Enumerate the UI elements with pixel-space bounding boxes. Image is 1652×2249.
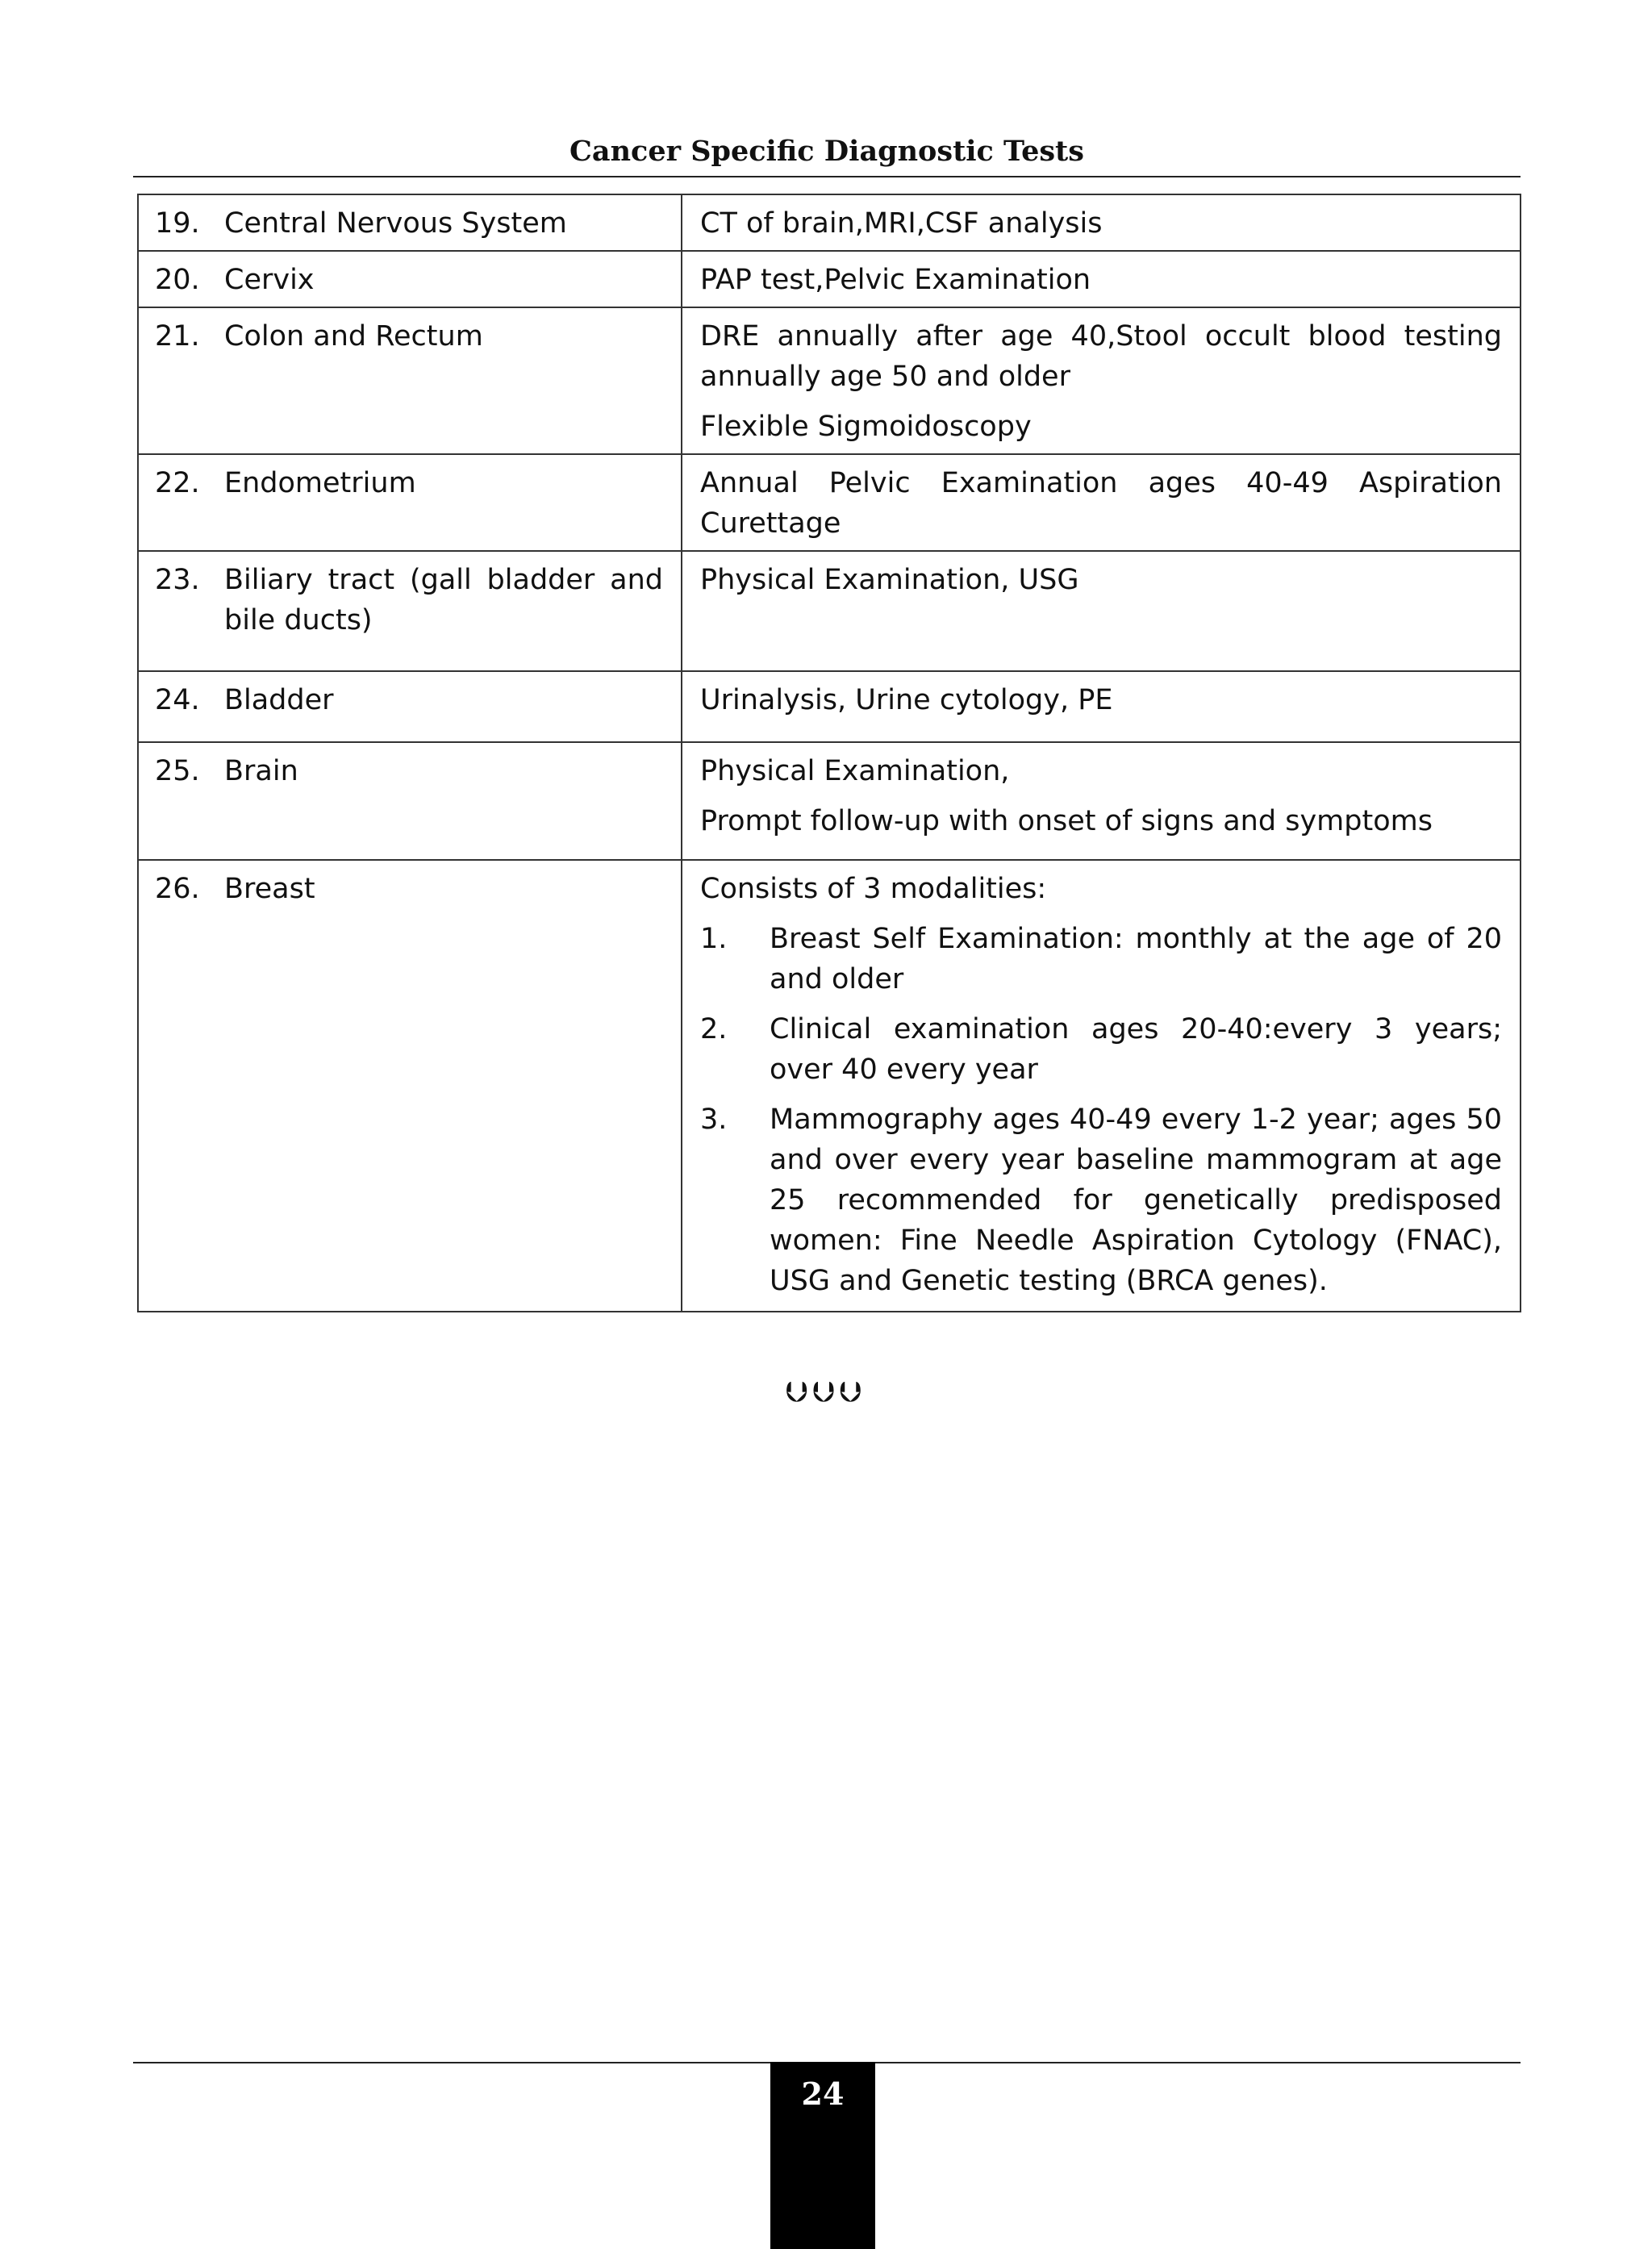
- tests-cell: [682, 860, 1521, 1312]
- site-name: Breast: [224, 873, 315, 905]
- site-name: Brain: [224, 755, 298, 787]
- site-cell: [138, 551, 682, 671]
- test-text: Physical Examination, USG: [700, 564, 1079, 596]
- table-row: [138, 454, 1521, 551]
- site-name: Biliary tract (gall bladder and bile ducts): [224, 564, 663, 636]
- page-header: [133, 136, 1521, 177]
- site-cell: [138, 307, 682, 454]
- row-number: 22.: [155, 467, 200, 499]
- site-name: Central Nervous System: [224, 207, 567, 240]
- site-name: Cervix: [224, 264, 315, 296]
- row-number: 26.: [155, 873, 200, 905]
- list-text: Breast Self Examination: monthly at the age of 20 and older: [770, 923, 1502, 995]
- diagnostic-tests-table: [137, 194, 1521, 1312]
- row-number: 24.: [155, 684, 200, 716]
- test-text: PAP test,Pelvic Examination: [700, 264, 1091, 296]
- site-cell: [138, 742, 682, 860]
- table-row: [138, 551, 1521, 671]
- list-text: Mammography ages 40-49 every 1-2 year; ages 50 and over every year baseline mammogram at age 25 recommended for genetically predisposed women: Fine Needle Aspiration Cytology (FNAC), USG and Genetic testing (BRCA genes).: [770, 1104, 1502, 1297]
- list-number: 2.: [700, 1013, 728, 1045]
- end-of-section-ornament: ⮋⮋⮋: [785, 1376, 867, 1409]
- row-number: 19.: [155, 207, 200, 240]
- test-text: Prompt follow-up with onset of signs and symptoms: [700, 805, 1433, 837]
- tests-cell: [682, 307, 1521, 454]
- tests-cell: [682, 742, 1521, 860]
- modalities-intro: Consists of 3 modalities:: [700, 873, 1047, 905]
- site-cell: [138, 860, 682, 1312]
- list-number: 1.: [700, 923, 728, 955]
- site-name: Bladder: [224, 684, 334, 716]
- table-row: [138, 671, 1521, 742]
- test-text: CT of brain,MRI,CSF analysis: [700, 207, 1103, 240]
- list-item: [700, 1009, 1502, 1090]
- tests-cell: [682, 551, 1521, 671]
- row-number: 23.: [155, 564, 200, 596]
- table-row: [138, 251, 1521, 307]
- list-text: Clinical examination ages 20-40:every 3 years; over 40 every year: [770, 1013, 1502, 1086]
- site-name: Colon and Rectum: [224, 320, 483, 353]
- test-text: DRE annually after age 40,Stool occult blood testing annually age 50 and older: [700, 320, 1502, 393]
- test-text: Annual Pelvic Examination ages 40-49 Aspiration Curettage: [700, 467, 1502, 540]
- running-title: Cancer Specific Diagnostic Tests: [569, 135, 1084, 168]
- list-number: 3.: [700, 1104, 728, 1136]
- table-row: [138, 860, 1521, 1312]
- list-item: [700, 919, 1502, 999]
- list-item: [700, 1099, 1502, 1301]
- test-text: Urinalysis, Urine cytology, PE: [700, 684, 1113, 716]
- site-name: Endometrium: [224, 467, 416, 499]
- row-number: 20.: [155, 264, 200, 296]
- tests-cell: [682, 194, 1521, 251]
- test-text: Flexible Sigmoidoscopy: [700, 411, 1032, 443]
- table-row: [138, 307, 1521, 454]
- test-text: Physical Examination,: [700, 755, 1010, 787]
- site-cell: [138, 194, 682, 251]
- row-number: 21.: [155, 320, 200, 353]
- table-row: [138, 194, 1521, 251]
- page-number-box: [770, 2062, 875, 2249]
- page-number: 24: [801, 2076, 845, 2112]
- tests-cell: [682, 454, 1521, 551]
- site-cell: [138, 454, 682, 551]
- tests-cell: [682, 671, 1521, 742]
- site-cell: [138, 251, 682, 307]
- tests-cell: [682, 251, 1521, 307]
- table-row: [138, 742, 1521, 860]
- row-number: 25.: [155, 755, 200, 787]
- site-cell: [138, 671, 682, 742]
